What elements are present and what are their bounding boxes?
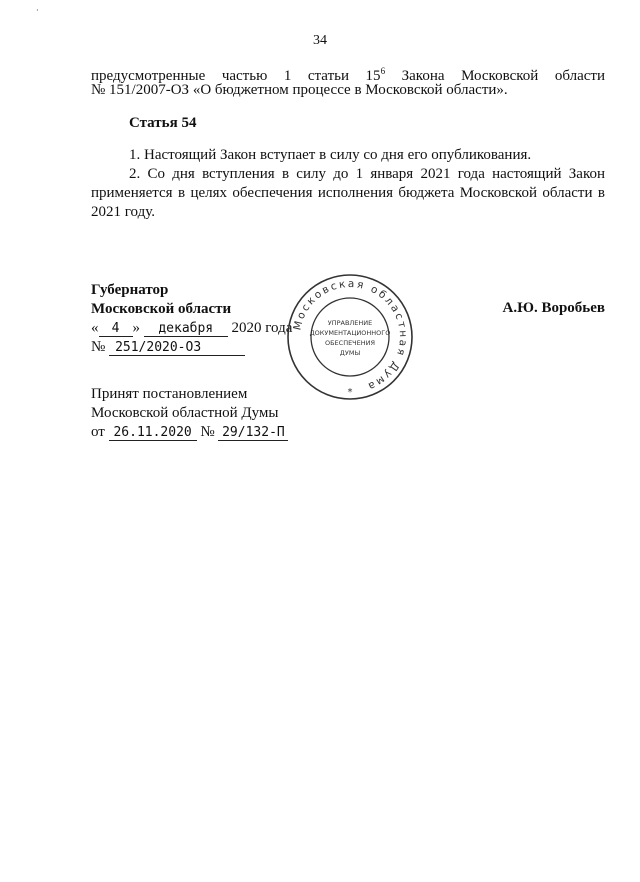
intro-superscript: 6 bbox=[380, 66, 386, 76]
stamp-line-2: ДОКУМЕНТАЦИОННОГО bbox=[309, 329, 391, 337]
adoption-date: 26.11.2020 bbox=[109, 425, 197, 441]
signatory-title-line-1: Губернатор bbox=[91, 282, 169, 298]
stamp-line-3: ОБЕСПЕЧЕНИЯ bbox=[324, 339, 376, 347]
official-stamp bbox=[286, 273, 414, 401]
stamp-line-1: УПРАВЛЕНИЕ bbox=[327, 319, 373, 327]
stamp-center-text bbox=[310, 319, 391, 357]
adoption-line-1: Принят постановлением bbox=[91, 386, 248, 402]
adoption-line-3 bbox=[91, 423, 288, 442]
stamp-star: * bbox=[347, 387, 353, 398]
stamp-outer-ring bbox=[288, 275, 412, 399]
stamp-ring-text: Московская областная Дума bbox=[291, 277, 410, 394]
adoption-from: от bbox=[91, 424, 105, 440]
date-open-quote: « bbox=[91, 320, 99, 336]
adoption-line-2: Московской областной Думы bbox=[91, 405, 279, 421]
adoption-number: 29/132-П bbox=[218, 425, 288, 441]
law-number-line bbox=[91, 338, 245, 357]
intro-text-a: предусмотренные частью 1 статьи 15 bbox=[91, 68, 381, 84]
article-title: Статья 54 bbox=[129, 115, 197, 131]
date-year: 2020 года bbox=[231, 320, 293, 336]
law-number-prefix: № bbox=[91, 339, 106, 355]
intro-text-b: Закона Московской области bbox=[385, 68, 605, 84]
article-item-2: 2. Со дня вступления в силу до 1 января 2021 года настоящий Закон применяется в целях обеспечения исполнения бюджета Московской области в 2021 году. bbox=[91, 166, 605, 220]
date-close-quote: » bbox=[132, 320, 140, 336]
intro-line-2: № 151/2007-ОЗ «О бюджетном процессе в Московской области». bbox=[91, 82, 508, 98]
page-number: 34 bbox=[313, 33, 327, 48]
stamp-inner-ring bbox=[311, 298, 389, 376]
signatory-name: А.Ю. Воробьев bbox=[502, 300, 605, 316]
scan-mark: · bbox=[36, 6, 39, 15]
article-item-1: 1. Настоящий Закон вступает в силу со дня его опубликования. bbox=[129, 147, 532, 163]
law-number: 251/2020-ОЗ bbox=[109, 340, 245, 356]
signatory-title-line-2: Московской области bbox=[91, 301, 232, 317]
signature-date-line bbox=[91, 319, 292, 338]
date-day: 4 bbox=[99, 321, 133, 337]
adoption-number-prefix: № bbox=[200, 424, 215, 440]
stamp-line-4: ДУМЫ bbox=[339, 349, 361, 357]
date-month: декабря bbox=[144, 321, 228, 337]
